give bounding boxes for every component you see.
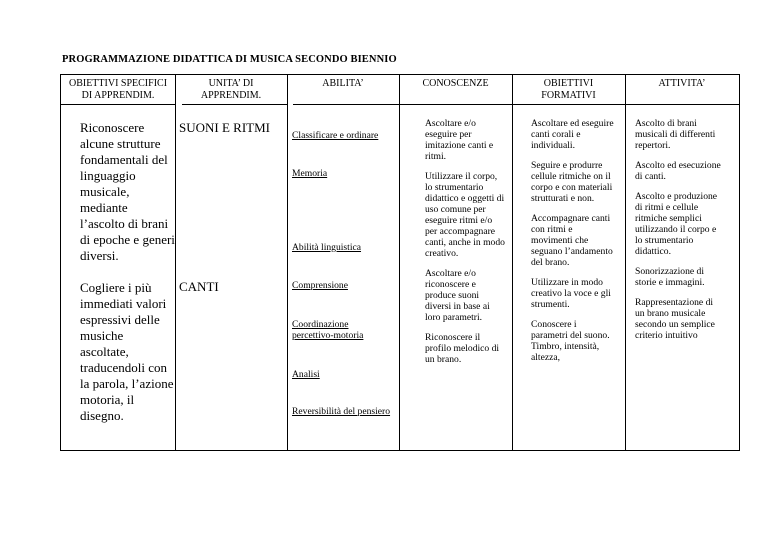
unita-item: CANTI xyxy=(179,279,219,294)
obiettivi-specifici-cell xyxy=(80,120,175,440)
obiettivo-specifico: Cogliere i più immediati valori espressivi delle musiche ascoltate, traducendoli con la parola, l’azione motoria, il disegno. xyxy=(80,280,174,423)
abilita-item: Memoria xyxy=(292,168,328,179)
attivita-item: Sonorizzazione di storie e immagini. xyxy=(635,266,705,288)
header-abilita: ABILITA’ xyxy=(322,78,364,89)
header-obiettivi-formativi: OBIETTIVI FORMATIVI xyxy=(541,78,596,101)
obiettivo-formativo-item: Conoscere i parametri del suono. Timbro, intensità, altezza, xyxy=(531,319,610,363)
obiettivo-formativo-item: Utilizzare in modo creativo la voce e gli strumenti. xyxy=(531,277,611,310)
abilita-item: Comprensione xyxy=(292,280,348,291)
conoscenza-item: Ascoltare e/o eseguire per imitazione canti e ritmi. xyxy=(425,118,494,162)
header-divider xyxy=(61,104,739,105)
attivita-item: Ascolto e produzione di ritmi e cellule ritmiche semplici utilizzando il corpo e lo strumentario didattico. xyxy=(635,191,718,257)
header-unita: UNITA’ DI APPRENDIM. xyxy=(200,78,262,101)
abilita-item: Classificare e ordinare xyxy=(292,130,379,141)
obiettivo-formativo-item: Seguire e produrre cellule ritmiche on il corpo e con materiali strutturati e non. xyxy=(531,160,613,204)
conoscenza-item: Utilizzare il corpo, lo strumentario didattico e oggetti di uso comune per eseguire ritmi e/o per accompagnare canti, anche in modo creativo. xyxy=(425,171,505,259)
header-conoscenze: CONOSCENZE xyxy=(422,78,489,89)
conoscenza-item: Ascoltare e/o riconoscere e produce suoni diversi in base ai loro parametri. xyxy=(425,268,490,323)
abilita-item: Coordinazione percettivo-motoria xyxy=(292,319,364,341)
attivita-item: Ascolto ed esecuzione di canti. xyxy=(635,160,721,182)
obiettivo-specifico: Riconoscere alcune strutture fondamentali del linguaggio musicale, mediante l’ascolto di brani di epoche e generi diversi. xyxy=(80,120,175,263)
unita-cell xyxy=(179,120,270,294)
abilita-item: Abilità linguistica xyxy=(292,242,362,253)
attivita-cell xyxy=(635,118,721,350)
page-title: PROGRAMMAZIONE DIDATTICA DI MUSICA SECONDO BIENNIO xyxy=(62,54,397,65)
obiettivo-formativo-item: Ascoltare ed eseguire canti corali e individuali. xyxy=(531,118,614,151)
column-divider xyxy=(399,75,400,450)
obiettivo-formativo-item: Accompagnare canti con ritmi e movimenti che seguano l’andamento del brano. xyxy=(531,213,613,268)
column-divider xyxy=(625,75,626,450)
column-divider xyxy=(175,75,176,450)
conoscenza-item: Riconoscere il profilo melodico di un brano. xyxy=(425,332,500,365)
attivita-item: Ascolto di brani musicali di differenti repertori. xyxy=(635,118,716,151)
abilita-item: Reversibilità del pensiero xyxy=(292,406,391,417)
abilita-item: Analisi xyxy=(292,369,320,380)
obiettivi-formativi-cell xyxy=(531,118,615,372)
column-divider xyxy=(512,75,513,450)
conoscenze-cell xyxy=(425,118,505,374)
column-divider xyxy=(287,75,288,450)
header-attivita: ATTIVITA’ xyxy=(658,78,706,89)
header-obiettivi-specifici: OBIETTIVI SPECIFICI DI APPRENDIM. xyxy=(68,78,168,101)
curriculum-table xyxy=(60,74,740,451)
attivita-item: Rappresentazione di un brano musicale secondo un semplice criterio intuitivo xyxy=(635,297,715,341)
unita-item: SUONI E RITMI xyxy=(179,120,270,135)
